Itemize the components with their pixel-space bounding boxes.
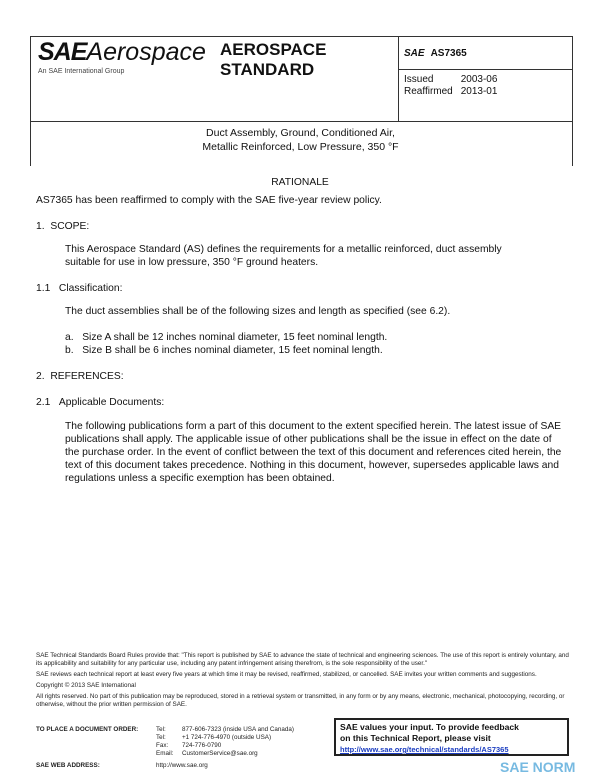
header-divider <box>398 36 399 121</box>
contact-table: Tel: 877-606-7323 (inside USA and Canada) Tel: +1 724-776-4970 (outside USA) Fax: 724-776-0790 Email: CustomerService@sae.org <box>156 726 295 757</box>
standard-type: AEROSPACE STANDARD <box>220 40 327 79</box>
logo-subtitle: An SAE International Group <box>38 68 125 75</box>
order-label: TO PLACE A DOCUMENT ORDER: <box>36 726 139 733</box>
document-title: Duct Assembly, Ground, Conditioned Air, Metallic Reinforced, Low Pressure, 350 °F <box>202 127 399 153</box>
section-1-heading: 1. SCOPE: <box>36 221 90 232</box>
list-item: a. Size A shall be 12 inches nominal diameter, 15 feet nominal length. <box>65 332 388 343</box>
section-1-1-text: The duct assemblies shall be of the following sizes and length as specified (see 6.2). <box>65 306 451 317</box>
footer-copyright: Copyright © 2013 SAE International <box>36 682 136 689</box>
rationale-text: AS7365 has been reaffirmed to comply with the SAE five-year review policy. <box>36 195 382 206</box>
footer-rights: All rights reserved. No part of this publication may be reproduced, stored in a retrieval system or transmitted, in any form or by any means, electronic, mechanical, photocopying, recording, or otherwise, without the prior written permission of SAE. <box>36 693 565 708</box>
section-2-1-text: The following publications form a part of this document to the extent specified herein. The latest issue of SAE publications shall apply. The applicable issue of other publications shall be the issue in effect on the date of the purchase order. In the event of conflict between the text of this document and references cited herein, the text of this document takes precedence. Nothing in this document, however, supersedes applicable laws and regulations unless a specific exemption has been obtained. <box>65 421 562 484</box>
web-label: SAE WEB ADDRESS: <box>36 762 100 769</box>
document-number: SAE AS7365 <box>404 48 467 59</box>
footer-notices <box>36 652 571 712</box>
section-2-heading: 2. REFERENCES: <box>36 371 124 382</box>
section-1-1-heading: 1.1 Classification: <box>36 283 123 294</box>
footer-review: SAE reviews each technical report at least every five years at which time it may be revised, reaffirmed, stabilized, or cancelled. SAE invites your written comments and suggestions. <box>36 671 537 678</box>
dates-table: Issued 2003-06 Reaffirmed 2013-01 <box>404 74 498 97</box>
section-2-1-heading: 2.1 Applicable Documents: <box>36 397 165 408</box>
web-address[interactable]: http://www.sae.org <box>156 762 208 769</box>
feedback-box: SAE values your input. To provide feedback on this Technical Report, please visit http://www.sae.org/technical/standards/AS7365 <box>334 718 569 756</box>
section-1-text: This Aerospace Standard (AS) defines the requirements for a metallic reinforced, duct assembly suitable for use in low pressure, 350 °F ground heaters. <box>65 244 502 268</box>
header-divider-h <box>398 69 572 70</box>
rationale-heading: RATIONALE <box>271 177 329 188</box>
sae-aerospace-logo: SAEAerospace <box>38 38 206 66</box>
list-item: b. Size B shall be 6 inches nominal diameter, 15 feet nominal length. <box>65 345 383 356</box>
sae-norm-watermark: SAE NORM <box>500 759 576 775</box>
footer-rules: SAE Technical Standards Board Rules provide that: "This report is published by SAE to advance the state of technical and engineering sciences. The use of this report is entirely voluntary, and its applicability and suitability for any particular use, including any patent infringement arising therefrom, is the sole responsibility of the user." <box>36 652 569 667</box>
feedback-link[interactable]: http://www.sae.org/technical/standards/AS7365 <box>340 745 509 754</box>
